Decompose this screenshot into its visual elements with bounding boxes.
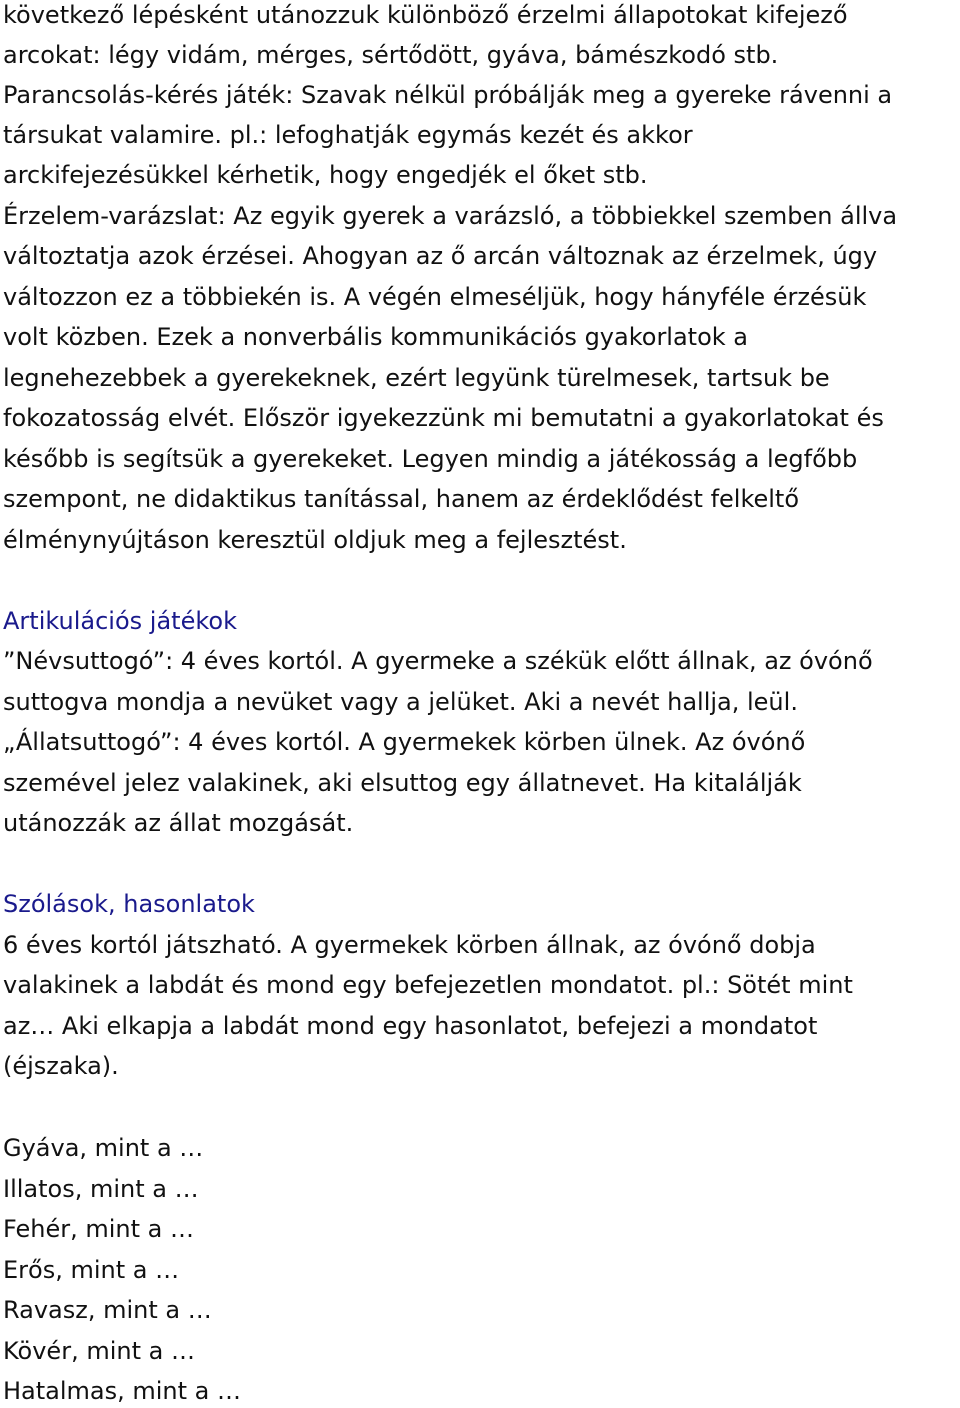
paragraph-line: később is segítsük a gyerekeket. Legyen mindig a játékosság a legfőbb: [3, 445, 858, 473]
paragraph-line: suttogva mondja a nevüket vagy a jelüket. Aki a nevét hallja, leül.: [3, 688, 798, 716]
paragraph-line: az… Aki elkapja a labdát mond egy hasonlatot, befejezi a mondatot: [3, 1012, 818, 1040]
paragraph-line: Parancsolás-kérés játék: Szavak nélkül próbálják meg a gyereke rávenni a: [3, 81, 893, 109]
paragraph-line: legnehezebbek a gyerekeknek, ezért legyünk türelmesek, tartsuk be: [3, 364, 830, 392]
paragraph-line: változzon ez a többiekén is. A végén elmeséljük, hogy hányféle érzésük: [3, 283, 867, 311]
example-item: Illatos, mint a …: [3, 1175, 199, 1203]
paragraph-line: volt közben. Ezek a nonverbális kommunikációs gyakorlatok a: [3, 323, 749, 351]
paragraph-line: élménynyújtáson keresztül oldjuk meg a fejlesztést.: [3, 526, 627, 554]
paragraph-line: (éjszaka).: [3, 1052, 119, 1080]
paragraph-line: utánozzák az állat mozgását.: [3, 809, 354, 837]
example-item: Ravasz, mint a …: [3, 1296, 212, 1324]
section-heading-szolasok: Szólások, hasonlatok: [3, 890, 255, 918]
paragraph-line: szempont, ne didaktikus tanítással, hanem az érdeklődést felkeltő: [3, 485, 800, 513]
example-item: Gyáva, mint a …: [3, 1134, 204, 1162]
paragraph-line: arckifejezésükkel kérhetik, hogy engedjék el őket stb.: [3, 161, 648, 189]
paragraph-line: változtatja azok érzései. Ahogyan az ő arcán változnak az érzelmek, úgy: [3, 242, 878, 270]
example-item: Kövér, mint a …: [3, 1337, 195, 1365]
example-item: Fehér, mint a …: [3, 1215, 194, 1243]
paragraph-line: valakinek a labdát és mond egy befejezetlen mondatot. pl.: Sötét mint: [3, 971, 853, 999]
paragraph-line: ”Névsuttogó”: 4 éves kortól. A gyermeke a székük előtt állnak, az óvónő: [3, 647, 873, 675]
paragraph-line: 6 éves kortól játszható. A gyermekek körben állnak, az óvónő dobja: [3, 931, 816, 959]
example-item: Erős, mint a …: [3, 1256, 180, 1284]
paragraph-line: társukat valamire. pl.: lefoghatják egymás kezét és akkor: [3, 121, 693, 149]
paragraph-line: „Állatsuttogó”: 4 éves kortól. A gyermekek körben ülnek. Az óvónő: [3, 728, 806, 756]
paragraph-line: szemével jelez valakinek, aki elsuttog egy állatnevet. Ha kitalálják: [3, 769, 802, 797]
paragraph-line: fokozatosság elvét. Először igyekezzünk mi bemutatni a gyakorlatokat és: [3, 404, 884, 432]
paragraph-line: arcokat: légy vidám, mérges, sértődött, gyáva, bámészkodó stb.: [3, 41, 779, 69]
example-item: Hatalmas, mint a …: [3, 1377, 242, 1405]
paragraph-line: Érzelem-varázslat: Az egyik gyerek a varázsló, a többiekkel szemben állva: [3, 202, 898, 230]
paragraph-line: következő lépésként utánozzuk különböző érzelmi állapotokat kifejező: [3, 1, 848, 29]
section-heading-artikulacios: Artikulációs játékok: [3, 607, 237, 635]
